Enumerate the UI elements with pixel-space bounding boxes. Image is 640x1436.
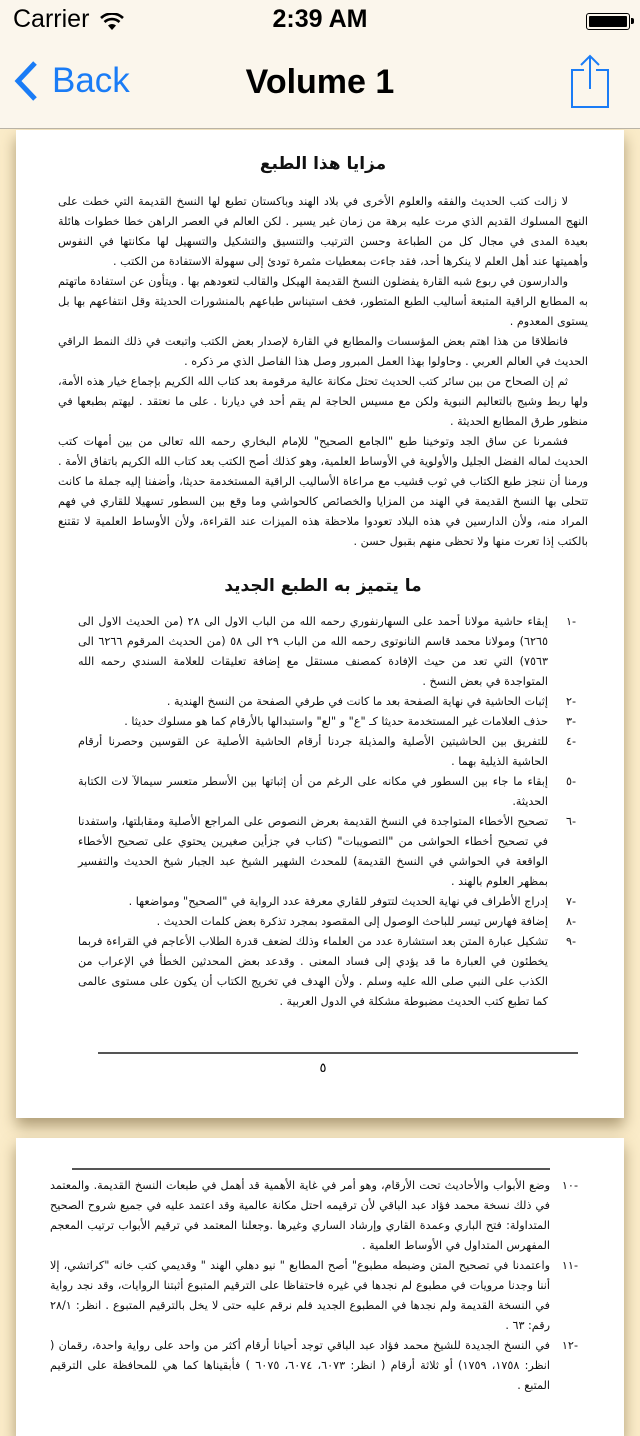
feature-list [58, 612, 588, 1012]
clock: 2:39 AM [272, 5, 368, 33]
list-item [78, 812, 588, 892]
section-heading: مزايا هذا الطبع [259, 154, 387, 174]
item-number: -٦ [565, 815, 576, 828]
list-item [78, 712, 588, 732]
pdf-page-1 [16, 130, 624, 1118]
item-text: في النسخ الجديدة للشيخ محمد فؤاد عبد الباقي توجد أحيانا أرقام أكثر من واحد على رواية واحدة، رقمان ( انظر: ١٧٥٨، ١٧٥٩) أو ثلاثة أرقام ( انظر: ٦٠٧٣، ٦٠٧٤، ٦٠٧٥ ) فأبقيناها كما هي للمحافظة على الترقيم المتبع . [50, 1339, 551, 1392]
item-text: تشكيل عبارة المتن بعد استشارة عدد من العلماء وذلك لضعف قدرة الطلاب الأعاجم في القراءة فربما يخطئون في العبارة ما قد يؤدي إلى فساد المعنى . وقدعد بعض المحدثين الخطأ في الإعراب من الكذب على النبي صلى الله عليه وسلم . ولأن الهدف في تخريج الكتاب أن يكون على مستوى عالمى كما تطبع كتب الحديث مضبوطة مشكلة في الدول العربية . [78, 935, 548, 1008]
item-number: -٩ [565, 935, 576, 948]
item-text: إبقاء ما جاء بين السطور في مكانه على الرغم من أن إثباتها بين الأسطر متعسر سيمالآ لات الكتابة الحديثة. [78, 775, 548, 808]
item-number: -١٠ [561, 1179, 578, 1192]
item-number: -١١ [561, 1259, 578, 1272]
list-item [78, 692, 588, 712]
item-text: إضافة فهارس تيسر للباحث الوصول إلى المقصود بمجرد تذكرة بعض كلمات الحديث . [156, 915, 548, 928]
paragraph: ثم إن الصحاح من بين سائر كتب الحديث تحتل مكانة عالية مرقومة بعد كتاب الله الكريم بإجماع خيار هذه الأمة، ولها ربط وشيج بالتعاليم النبوية ولكن مع مسيس الحاجة لم يقم أحد في ديارنا . على ما نعتقد . ليهتم بطبعها في منظور طرق المطابع الحديثة . [58, 375, 588, 428]
header-rule [72, 1168, 550, 1170]
item-text: إثبات الحاشية في نهاية الصفحة بعد ما كانت في طرفي الصفحة من النسخ الهندية . [166, 695, 548, 708]
section-heading: ما يتميز به الطبع الجديد [224, 576, 422, 596]
back-label: Back [52, 61, 130, 100]
item-number: -٢ [565, 695, 576, 708]
list-item [78, 932, 588, 1012]
paragraph: لا زالت كتب الحديث والفقه والعلوم الأخرى في بلاد الهند وباكستان تطبع لها النسخ القديمة التي خطت على النهج المسلوك القديم الذي مرت عليه برهة من زمان غير يسير . لكن العالم في العصر الراهن خطا خطوات هائلة بعيدة المدى في مجال كل من الطباعة وحسن الترتيب والتنسيق والتشكيل والتسهيل لها مكانتها في النفوس وأهميتها عند أهل العلم لا ينكرها أحد، فقد جاءت بمعطيات مثمرة تودئ إلى سهولة الاستفادة من الكتب . [58, 195, 588, 268]
navigation-bar [0, 0, 640, 129]
intro-text [58, 192, 588, 552]
item-text: حذف العلامات غير المستخدمة حديثا كـ "ع" و "لع" واستبدالها بالأرقام كما هو مسلوك حديثا . [124, 715, 548, 728]
item-text: وضع الأبواب والأحاديث تحت الأرقام، وهو أمر في غاية الأهمية قد أهمل في طبعات النسخ القديمة. والمعتمد في ذلك نسخة محمد فؤاد عبد الباقي لأن ترقيمه احتل مكانة عالمية وقد اعتمد عليه في جميع شروح الصحيح المتداولة: فتح الباري وعمدة القاري وإرشاد الساري وغيرها .وجعلنا المعتمد في ترقيم الأبواب ترتيب المعجم المفهرس المتداول في الأوساط العلمية . [50, 1179, 550, 1252]
item-number: -٥ [565, 775, 576, 788]
footer-rule [98, 1052, 578, 1054]
item-text: إبقاء حاشية مولانا أحمد على السهارنفوري رحمه الله من الباب الاول الى ٢٨ (من الحديث الاول الى ٦٢٦٥) ومولانا محمد قاسم النانوتوى رحمه الله من الباب ٢٩ الى ٥٨ (من الحديث المرقوم ٦٢٦٦ الى ٧٥٦٣) التي تعد من حيث الإفادة كمصنف مستقل مع إضافة تعليقات للعلامة السندي رحمه الله المتواجدة في بعض النسخ . [78, 615, 548, 688]
back-button[interactable] [14, 60, 130, 102]
list-item [78, 612, 588, 692]
list-item [78, 772, 588, 812]
list-item [50, 1176, 590, 1256]
item-text: تصحيح الأخطاء المتواجدة في النسخ القديمة بعرض النصوص على المراجع الأصلية ومقابلتها، واستفدنا في تصحيح أخطاء الحواشى من "التصويبات" (كتاب في جزأين صغيرين يحتوي على تصحيح الأخطاء الواقعة في الحواشي في النسخ القديمة) للمحدث الشهير الشيخ عبد الجبار شيخ الحديث والتفسير بمظهر العلوم بالهند . [78, 815, 548, 888]
pdf-page-2 [16, 1138, 624, 1436]
list-item [78, 892, 588, 912]
carrier-label: Carrier [13, 5, 90, 33]
list-item [50, 1256, 590, 1336]
list-item [50, 1336, 590, 1396]
page-title: Volume 1 [245, 63, 395, 101]
share-icon [570, 54, 610, 110]
chevron-left-icon [14, 60, 38, 102]
paragraph: والدارسون في ربوع شبه القارة يفضلون النسخ القديمة الهيكل والقالب لتعودهم بها . ويتأون عن استفادة ماتهتم به المطابع الراقية المتبعة أساليب الطبع المتطور، فخف استيناس طباعهم بالمنشورات الحديثة وقل انتفاعهم بها بل يستوى المعدوم . [58, 275, 588, 328]
item-text: إدراج الأطراف في نهاية الحديث لتتوفر للقاري معرفة عدد الرواية في "الصحيح" ومواضعها . [128, 895, 548, 908]
page-number: ٥ [319, 1061, 327, 1076]
document-scroll-view[interactable] [16, 130, 624, 1436]
list-item [78, 732, 588, 772]
feature-list-continued [50, 1176, 590, 1396]
paragraph: فانطلاقا من هذا اهتم بعض المؤسسات والمطابع في القارة لإصدار بعض الكتب واتبعت في ذلك النمط الراقي الحديث في العالم العربي . وحاولوا بهذا العمل المبرور وصل هذا الفاصل الذي مر ذكره . [58, 335, 588, 368]
item-number: -٣ [565, 715, 576, 728]
status-bar [0, 0, 640, 40]
list-item [78, 912, 588, 932]
item-number: -٨ [565, 915, 576, 928]
battery-icon [586, 13, 630, 30]
item-text: للتفريق بين الحاشيتين الأصلية والمذيلة جردنا أرقام الحاشية الأصلية عن القوسين وحصرنا أرقام الحاشية الذيلية بهما . [78, 735, 548, 768]
item-number: -١ [565, 615, 576, 628]
item-text: واعتمدنا في تصحيح المتن وضبطه مطبوع" أصح المطابع " نيو دهلي الهند " وقديمي كتب خانه "كراتشي، إلا أننا وجدنا مرويات في مطبوع لم نجدها في غيره فاحتفاظا على الترقيم المتبوع أثبتنا الروايات، وقد نجد رواية في النسخة القديمة ولم نجدها في المطبوع الجديد فلم نرقم عليه حتى لا يخل بالترقيم المتبوع . انظر: ٢٨/١ رقم: ٦٣ . [50, 1259, 550, 1332]
item-number: -٧ [565, 895, 576, 908]
item-number: -١٢ [561, 1339, 578, 1352]
share-button[interactable] [570, 54, 610, 115]
paragraph: فشمرنا عن ساق الجد وتوخينا طبع "الجامع الصحيح" للإمام البخاري رحمه الله تعالى من بين أمهات كتب الحديث لماله الفضل الجليل والأولوية في الأوساط العلمية، وهو كذلك أصح الكتب بعد كتاب الله الكريم باتفاق الأمة . ورمنا أن ننجز طبع الكتاب في ثوب قشيب مع مراعاة الأساليب الراقية المستخدمة حديثا، وأضفنا إليه جملة ما كانت تتحلى بها النسخ القديمة في الهند من المزايا والخصائص كالحواشي وما وقع بين السطور تسهيلا للقاري في فهم المراد منه، ولأن الدارسين في هذه البلاد تعودوا ملاحظة هذه الميزات عند القراءة، ولأن الأوساط العلمية لا تقتنع بالكتب إذا تعرت منها ولا تحظى منهم بقبول حسن . [58, 435, 588, 548]
item-number: -٤ [565, 735, 576, 748]
